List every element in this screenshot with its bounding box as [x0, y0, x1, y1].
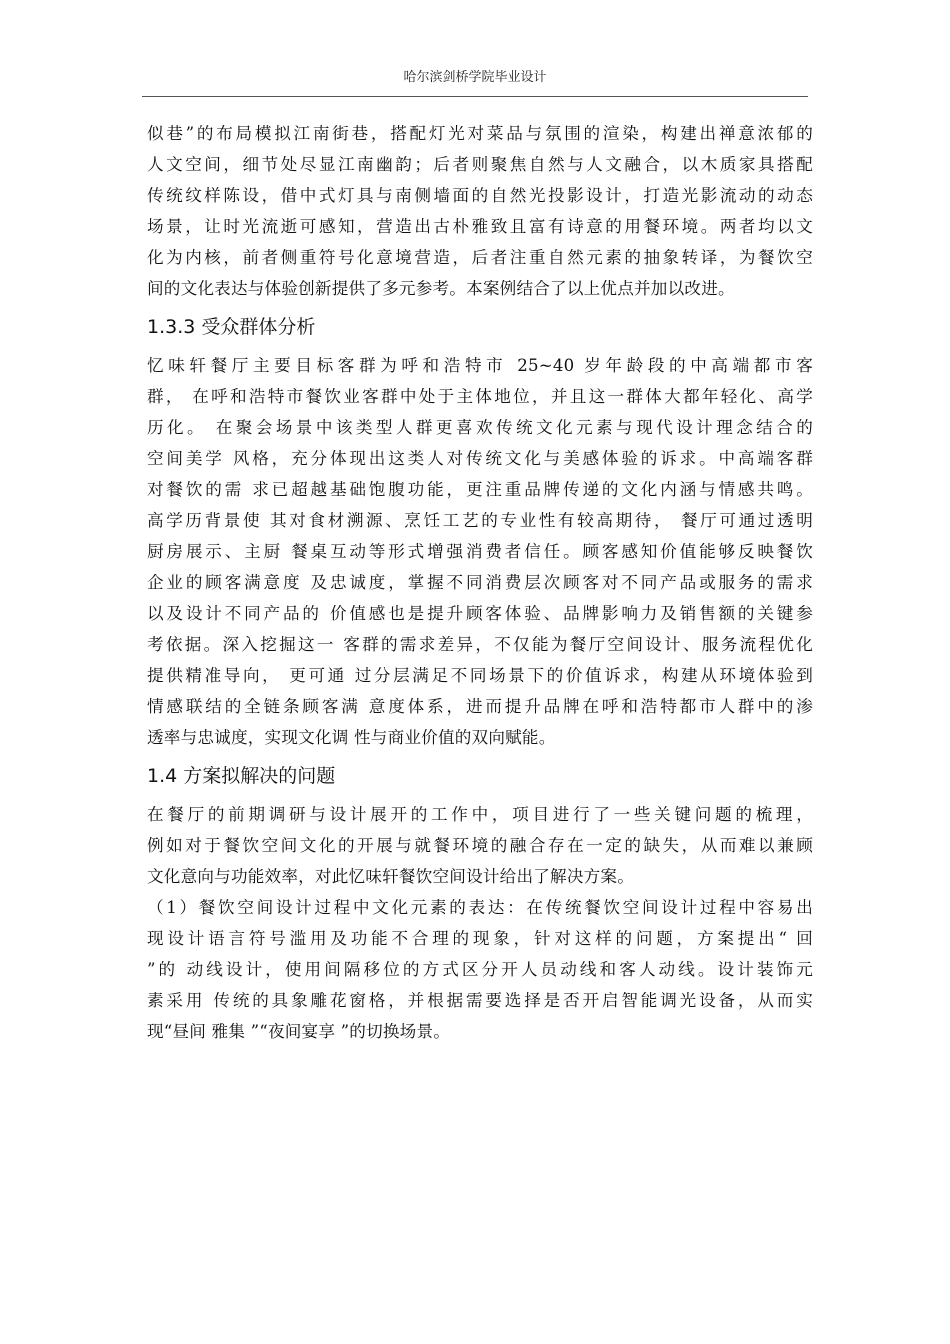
text-line: 化为内核，前者侧重符号化意境营造，后者注重自然元素的抽象转译，为餐饮空: [147, 248, 813, 267]
text-line: ”的 动线设计，使用间隔移位的方式区分开人员动线和客人动线。设计装饰元: [147, 960, 813, 979]
text-line: 透率与忠诚度，实现文化调 性与商业价值的双向赋能。: [147, 728, 556, 747]
paragraph: [147, 892, 813, 1047]
section-heading: 1.4 方案拟解决的问题: [147, 765, 336, 787]
text-line: 厨房展示、主厨 餐桌互动等形式增强消费者信任。顾客感知价值能够反映餐饮: [147, 542, 813, 561]
text-line: 忆味轩餐厅主要目标客群为呼和浩特市 25~40 岁年龄段的中高端都市客: [147, 356, 813, 375]
paragraph: [147, 118, 813, 304]
header-divider: [142, 96, 808, 97]
text-line: 似巷”的布局模拟江南街巷，搭配灯光对菜品与氛围的渲染，构建出禅意浓郁的: [147, 124, 813, 143]
text-line: 间的文化表达与体验创新提供了多元参考。本案例结合了以上优点并加以改进。: [147, 279, 735, 298]
text-line: 企业的顾客满意度 及忠诚度，掌握不同消费层次顾客对不同产品或服务的需求: [147, 573, 813, 592]
text-line: 考依据。深入挖掘这一 客群的需求差异，不仅能为餐厅空间设计、服务流程优化: [147, 635, 813, 654]
text-line: 群， 在呼和浩特市餐饮业客群中处于主体地位，并且这一群体大都年轻化、高学: [147, 387, 813, 406]
paragraph: [147, 799, 813, 892]
text-line: 历化。 在聚会场景中该类型人群更喜欢传统文化元素与现代设计理念结合的: [147, 418, 813, 437]
text-line: 传统纹样陈设，借中式灯具与南侧墙面的自然光投影设计，打造光影流动的动态: [147, 186, 813, 205]
text-line: 现设计语言符号滥用及功能不合理的现象，针对这样的问题，方案提出“ 回: [147, 929, 813, 948]
text-line: 场景，让时光流逝可感知，营造出古朴雅致且富有诗意的用餐环境。两者均以文: [147, 217, 813, 236]
text-line: 情感联结的全链条顾客满 意度体系，进而提升品牌在呼和浩特都市人群中的渗: [147, 697, 813, 716]
paragraph: [147, 350, 813, 753]
text-line: 例如对于餐饮空间文化的开展与就餐环境的融合存在一定的缺失，从而难以兼顾: [147, 836, 813, 855]
document-body: [147, 118, 813, 1047]
text-line: 高学历背景使 其对食材溯源、烹饪工艺的专业性有较高期待， 餐厅可通过透明: [147, 511, 813, 530]
text-line: 对餐饮的需 求已超越基础饱腹功能，更注重品牌传递的文化内涵与情感共鸣。: [147, 480, 813, 499]
text-line: 在餐厅的前期调研与设计展开的工作中，项目进行了一些关键问题的梳理，: [147, 805, 813, 824]
text-line: 文化意向与功能效率，对此忆味轩餐饮空间设计给出了解决方案。: [147, 867, 635, 886]
text-line: 提供精准导向， 更可通 过分层满足不同场景下的价值诉求，构建从环境体验到: [147, 666, 813, 685]
section-heading: 1.3.3 受众群体分析: [147, 316, 316, 338]
text-line: 以及设计不同产品的 价值感也是提升顾客体验、品牌影响力及销售额的关键参: [147, 604, 813, 623]
page-header: 哈尔滨剑桥学院毕业设计: [403, 70, 547, 85]
text-line: 人文空间，细节处尽显江南幽韵；后者则聚焦自然与人文融合，以木质家具搭配: [147, 155, 813, 174]
text-line: 素采用 传统的具象雕花窗格，并根据需要选择是否开启智能调光设备，从而实: [147, 991, 813, 1010]
text-line: 空间美学 风格，充分体现出这类人对传统文化与美感体验的诉求。中高端客群: [147, 449, 813, 468]
text-line: 现“昼间 雅集 ”“夜间宴享 ”的切换场景。: [147, 1022, 451, 1041]
text-line: （1）餐饮空间设计过程中文化元素的表达：在传统餐饮空间设计过程中容易出: [147, 898, 813, 917]
